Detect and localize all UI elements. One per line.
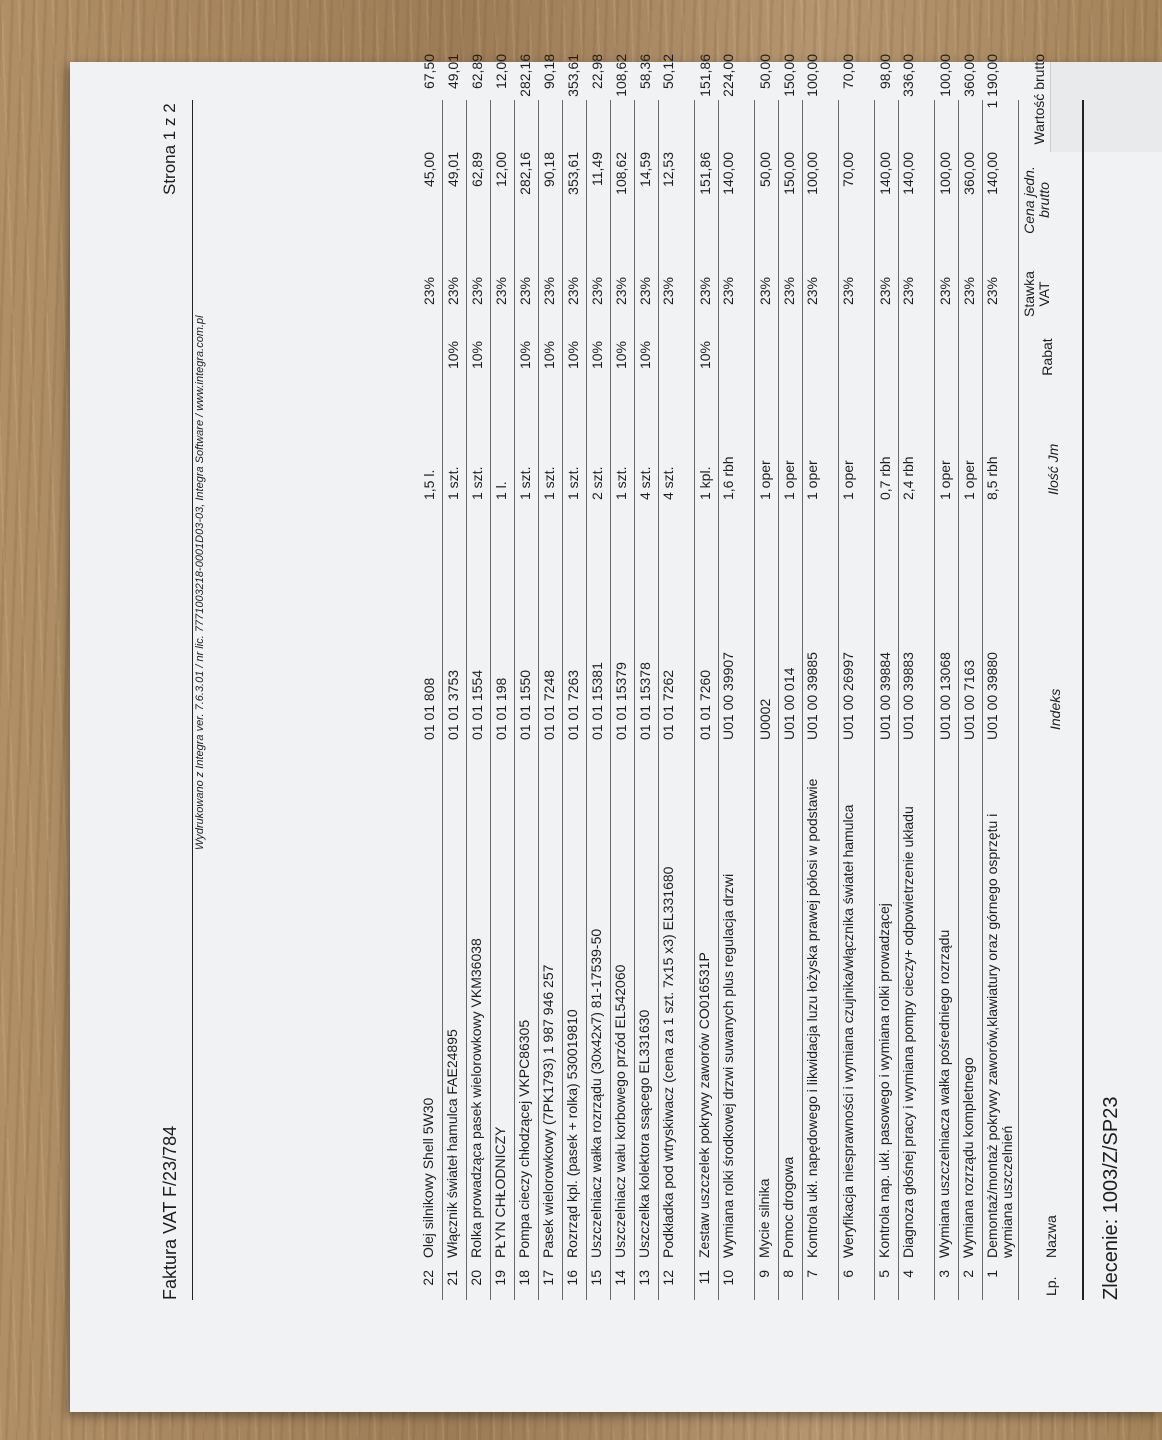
row-cena: 12,53 — [660, 152, 676, 188]
table-row — [694, 54, 719, 1300]
row-nazwa: Rozrząd kpl. (pasek + rolka) 530019810 — [564, 1009, 580, 1258]
row-ilosc: 1 oper — [840, 460, 856, 500]
row-rabat: 10% — [565, 340, 581, 370]
row-nazwa: Wymiana rozrządu kompletnego — [960, 1057, 976, 1258]
row-rabat: 10% — [697, 340, 713, 370]
row-wartosc: 67,50 — [421, 54, 437, 90]
row-rabat: 10% — [469, 340, 485, 370]
row-lp: 16 — [564, 1270, 580, 1286]
row-indeks: U01 00 7163 — [961, 659, 977, 740]
row-ilosc: 1 szt. — [469, 466, 485, 500]
row-rabat: 10% — [589, 340, 605, 370]
row-lp: 2 — [960, 1270, 976, 1278]
col-cena: Cena jedn. brutto — [1021, 166, 1052, 234]
table-row — [610, 54, 635, 1300]
row-vat: 23% — [697, 276, 713, 306]
table-header — [1018, 54, 1084, 1300]
row-nazwa: Pompa cieczy chłodzącej VKPC86305 — [516, 1019, 532, 1258]
row-ilosc: 1 oper — [961, 460, 977, 500]
row-wartosc: 62,89 — [469, 54, 485, 90]
row-nazwa: Diagnoza głośnej pracy i wymiana pompy cieczy+ odpowietrzenie układu — [900, 806, 916, 1258]
table-row — [754, 54, 779, 1300]
row-nazwa: Uszczelniacz wału korbowego przód EL542060 — [612, 964, 628, 1258]
row-rabat: 10% — [517, 340, 533, 370]
row-cena: 150,00 — [781, 152, 797, 195]
col-vat: Stawka VAT — [1021, 271, 1052, 317]
row-indeks: U0002 — [757, 698, 773, 740]
row-lp: 19 — [492, 1270, 508, 1286]
row-lp: 4 — [900, 1270, 916, 1278]
row-ilosc: 1 oper — [781, 460, 797, 500]
row-lp: 20 — [468, 1270, 484, 1286]
row-cena: 12,00 — [493, 152, 509, 188]
row-ilosc: 4 szt. — [660, 466, 676, 500]
col-wartosc: Wartość brutto — [1031, 54, 1047, 145]
row-ilosc: 1 szt. — [445, 466, 461, 500]
row-vat: 23% — [937, 276, 953, 306]
row-indeks: 01 01 3753 — [445, 669, 461, 740]
row-indeks: 01 01 15378 — [637, 662, 653, 740]
order-number: 1003/Z/SP23 — [1100, 1096, 1122, 1214]
row-vat: 23% — [877, 276, 893, 306]
row-indeks: U01 00 26997 — [840, 652, 856, 740]
table-row — [634, 54, 659, 1300]
row-ilosc: 1,6 rbh — [720, 456, 736, 500]
row-ilosc: 1,5 l. — [421, 469, 437, 500]
row-vat: 23% — [840, 276, 856, 306]
row-cena: 49,01 — [445, 152, 461, 188]
row-wartosc: 49,01 — [445, 54, 461, 90]
table-row — [490, 54, 515, 1300]
table-row — [874, 54, 899, 1300]
row-nazwa: Podkładka pod wtryskiwacz (cena za 1 szt. 7x15 x3) EL331680 — [660, 866, 676, 1258]
col-indeks: Indeks — [1047, 688, 1063, 730]
row-wartosc: 12,00 — [493, 54, 509, 90]
order-title — [1100, 1097, 1123, 1300]
row-nazwa: Uszczelka kolektora ssącego EL331630 — [636, 1009, 652, 1258]
row-wartosc: 353,61 — [565, 54, 581, 97]
row-ilosc: 1 l. — [493, 481, 509, 500]
row-lp: 15 — [588, 1270, 604, 1286]
row-cena: 45,00 — [421, 152, 437, 188]
row-vat: 23% — [541, 276, 557, 306]
row-lp: 6 — [840, 1270, 856, 1278]
row-wartosc: 50,00 — [757, 54, 773, 90]
table-row — [418, 54, 443, 1300]
row-indeks: 01 01 15381 — [589, 662, 605, 740]
row-cena: 62,89 — [469, 152, 485, 188]
row-ilosc: 2,4 rbh — [900, 456, 916, 500]
row-rabat: 10% — [445, 340, 461, 370]
footer-divider — [192, 100, 193, 1300]
page-number: Strona 1 z 2 — [160, 103, 179, 195]
row-cena: 108,62 — [613, 152, 629, 195]
col-nazwa: Nazwa — [1043, 1215, 1059, 1258]
row-nazwa: Weryfikacja niesprawności i wymiana czujnika/włącznika świateł hamulca — [840, 804, 856, 1258]
table-row — [898, 54, 935, 1300]
row-lp: 7 — [804, 1270, 820, 1278]
row-indeks: 01 01 198 — [493, 677, 509, 740]
row-wartosc: 22,98 — [589, 54, 605, 90]
row-wartosc: 98,00 — [877, 54, 893, 90]
row-cena: 140,00 — [877, 152, 893, 195]
row-lp: 21 — [444, 1270, 460, 1286]
col-lp: Lp. — [1043, 1276, 1059, 1296]
row-indeks: U01 00 39885 — [804, 652, 820, 740]
row-rabat: 10% — [613, 340, 629, 370]
row-nazwa: Zestaw uszczelek pokrywy zaworów CO016531P — [696, 952, 712, 1258]
table-row — [778, 54, 803, 1300]
row-nazwa: Rolka prowadząca pasek wielorowkowy VKM36038 — [468, 938, 484, 1258]
row-nazwa: Pasek wielorowkowy (7PK1793) 1 987 946 257 — [540, 964, 556, 1258]
row-ilosc: 1 oper — [757, 460, 773, 500]
row-indeks: 01 01 1554 — [469, 669, 485, 740]
row-cena: 100,00 — [937, 152, 953, 195]
row-lp: 18 — [516, 1270, 532, 1286]
row-cena: 140,00 — [900, 152, 916, 195]
row-wartosc: 100,00 — [804, 54, 820, 97]
row-nazwa: Mycie silnika — [756, 1178, 772, 1258]
row-vat: 23% — [900, 276, 916, 306]
row-cena: 14,59 — [637, 152, 653, 188]
table-row — [514, 54, 539, 1300]
row-ilosc: 4 szt. — [637, 466, 653, 500]
row-indeks: 01 01 7248 — [541, 669, 557, 740]
row-indeks: U01 00 39907 — [720, 652, 736, 740]
row-vat: 23% — [445, 276, 461, 306]
table-row — [802, 54, 839, 1300]
row-vat: 23% — [757, 276, 773, 306]
row-wartosc: 70,00 — [840, 54, 856, 90]
row-vat: 23% — [637, 276, 653, 306]
row-lp: 11 — [696, 1270, 712, 1285]
row-lp: 14 — [612, 1270, 628, 1286]
row-wartosc: 151,86 — [697, 54, 713, 97]
row-cena: 100,00 — [804, 152, 820, 195]
row-vat: 23% — [804, 276, 820, 306]
row-nazwa: Uszczelniacz wałka rozrządu (30x42x7) 81-17539-50 — [588, 928, 604, 1258]
row-cena: 140,00 — [720, 152, 736, 195]
row-cena: 151,86 — [697, 152, 713, 195]
invoice-number: Faktura VAT F/23/784 — [160, 1125, 180, 1300]
row-nazwa: Kontrola ukł. napędowego i likwidacja luzu łożyska prawej półosi w podstawie — [804, 778, 820, 1258]
row-lp: 10 — [720, 1270, 736, 1286]
table-row — [838, 54, 875, 1300]
printed-by-note: Wydrukowano z Integra ver. 7.6.3.01 / nr lic. 7771003218-0001D03-03, Integra Software / www.integra.com.pl — [194, 315, 206, 850]
row-nazwa: Wymiana rolki środkowej drzwi suwanych plus regulacja drzwi — [720, 873, 736, 1258]
row-cena: 70,00 — [840, 152, 856, 188]
row-ilosc: 0,7 rbh — [877, 456, 893, 500]
row-wartosc: 336,00 — [900, 54, 916, 97]
row-indeks: U01 00 13068 — [937, 652, 953, 740]
row-indeks: 01 01 7263 — [565, 669, 581, 740]
row-lp: 17 — [540, 1270, 556, 1286]
row-indeks: 01 01 1550 — [517, 669, 533, 740]
row-lp: 8 — [780, 1270, 796, 1278]
row-rabat: 10% — [541, 340, 557, 370]
row-vat: 23% — [781, 276, 797, 306]
row-vat: 23% — [421, 276, 437, 306]
order-label: Zlecenie: — [1100, 1218, 1122, 1300]
row-lp: 12 — [660, 1270, 676, 1286]
row-ilosc: 8,5 rbh — [984, 456, 1000, 500]
row-nazwa: Włącznik świateł hamulca FAE24895 — [444, 1029, 460, 1258]
row-cena: 50,00 — [757, 152, 773, 188]
row-lp: 1 — [984, 1270, 1000, 1278]
row-ilosc: 2 szt. — [589, 466, 605, 500]
row-cena: 90,18 — [541, 152, 557, 188]
row-indeks: 01 01 7262 — [660, 669, 676, 740]
row-vat: 23% — [493, 276, 509, 306]
row-indeks: U01 00 39880 — [984, 652, 1000, 740]
row-nazwa: Demontaż/montaż pokrywy zaworów,klawiatury oraz górnego osprzętu i wymiana uszczelnień — [984, 813, 1015, 1258]
row-lp: 9 — [756, 1270, 772, 1278]
row-nazwa: PŁYN CHŁODNICZY — [492, 1126, 508, 1258]
row-wartosc: 50,12 — [660, 54, 676, 90]
row-wartosc: 360,00 — [961, 54, 977, 97]
table-row — [658, 54, 695, 1300]
table-row — [934, 54, 959, 1300]
table-row — [562, 54, 587, 1300]
row-indeks: U01 00 014 — [781, 667, 797, 740]
row-wartosc: 100,00 — [937, 54, 953, 97]
row-ilosc: 1 szt. — [541, 466, 557, 500]
row-vat: 23% — [565, 276, 581, 306]
col-rabat: Rabat — [1039, 338, 1055, 376]
table-row — [586, 54, 611, 1300]
row-indeks: 01 01 808 — [421, 677, 437, 740]
row-wartosc: 224,00 — [720, 54, 736, 97]
row-cena: 360,00 — [961, 152, 977, 195]
row-vat: 23% — [720, 276, 736, 306]
row-wartosc: 58,36 — [637, 54, 653, 90]
row-lp: 5 — [876, 1270, 892, 1278]
row-vat: 23% — [984, 276, 1000, 306]
row-wartosc: 282,16 — [517, 54, 533, 97]
row-ilosc: 1 szt. — [613, 466, 629, 500]
row-wartosc: 108,62 — [613, 54, 629, 97]
row-indeks: U01 00 39884 — [877, 652, 893, 740]
row-nazwa: Olej silnikowy Shell 5W30 — [420, 1097, 436, 1258]
row-ilosc: 1 oper — [804, 460, 820, 500]
row-ilosc: 1 oper — [937, 460, 953, 500]
row-wartosc: 90,18 — [541, 54, 557, 90]
row-ilosc: 1 kpl. — [697, 466, 713, 500]
row-nazwa: Kontrola nap. ukł. pasowego i wymiana rolki prowadzącej — [876, 903, 892, 1258]
row-vat: 23% — [961, 276, 977, 306]
table-row — [718, 54, 755, 1300]
row-indeks: U01 00 39883 — [900, 652, 916, 740]
table-row — [442, 54, 467, 1300]
row-vat: 23% — [613, 276, 629, 306]
row-lp: 22 — [420, 1270, 436, 1286]
row-cena: 11,49 — [589, 152, 605, 186]
row-rabat: 10% — [637, 340, 653, 370]
row-lp: 13 — [636, 1270, 652, 1286]
row-ilosc: 1 szt. — [565, 466, 581, 500]
row-cena: 353,61 — [565, 152, 581, 195]
row-vat: 23% — [589, 276, 605, 306]
table-row — [958, 54, 983, 1300]
table-row — [466, 54, 491, 1300]
row-cena: 282,16 — [517, 152, 533, 195]
row-cena: 140,00 — [984, 152, 1000, 195]
row-wartosc: 150,00 — [781, 54, 797, 97]
col-ilosc: Ilość Jm — [1045, 443, 1061, 495]
row-vat: 23% — [660, 276, 676, 306]
row-indeks: 01 01 7260 — [697, 669, 713, 740]
row-vat: 23% — [517, 276, 533, 306]
row-indeks: 01 01 15379 — [613, 662, 629, 740]
row-wartosc: 1 190,00 — [984, 54, 1000, 109]
row-nazwa: Pomoc drogowa — [780, 1156, 796, 1258]
row-vat: 23% — [469, 276, 485, 306]
row-ilosc: 1 szt. — [517, 466, 533, 500]
row-nazwa: Wymiana uszczelniacza wałka pośredniego rozrządu — [936, 929, 952, 1258]
table-row — [538, 54, 563, 1300]
table-row — [982, 54, 1019, 1300]
row-lp: 3 — [936, 1270, 952, 1278]
